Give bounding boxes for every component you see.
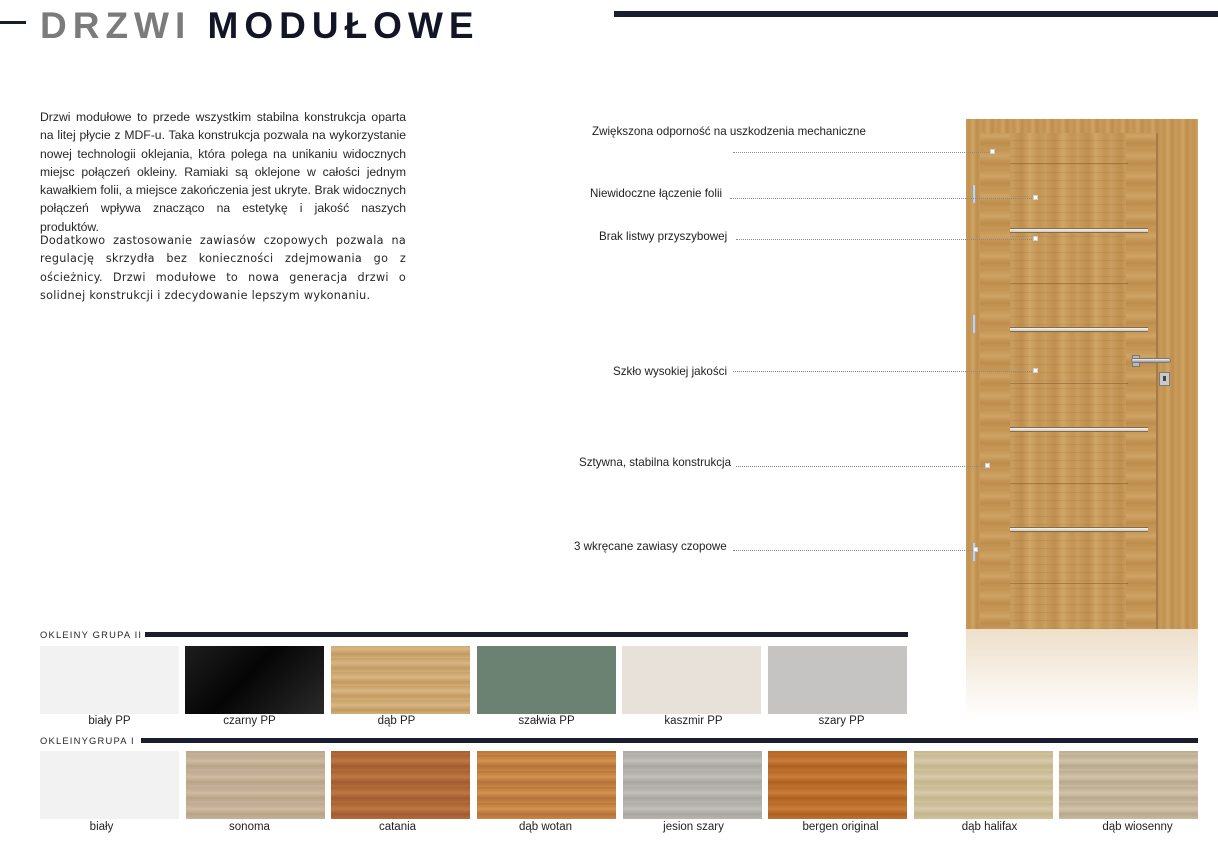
- callout-dot: [1033, 368, 1038, 373]
- page-title-part1: DRZWI: [40, 5, 192, 46]
- swatch-label: kaszmir PP: [664, 715, 723, 727]
- swatch-bialy-pp: [40, 646, 179, 714]
- door-stile-right: [1126, 133, 1156, 629]
- swatch-dab-wiosenny: [1059, 751, 1198, 819]
- veneer-group-2-label: OKLEINY GRUPA II: [40, 629, 143, 640]
- callout-glass-quality: Szkło wysokiej jakości: [613, 365, 728, 378]
- swatch-label: dąb PP: [377, 715, 416, 727]
- door-leaf: [980, 133, 1158, 629]
- swatch-dab-wotan: [477, 751, 616, 819]
- swatch-czarny-pp: [185, 646, 324, 714]
- glass-strip: [1010, 527, 1148, 532]
- swatch-label: catania: [378, 821, 417, 833]
- callout-invisible-foil-joint: Niewidoczne łączenie folii: [590, 187, 723, 200]
- hinge: [972, 315, 976, 333]
- swatch-label: sonoma: [229, 821, 270, 833]
- lock-icon: [1159, 372, 1170, 386]
- swatch-label: dąb halifax: [961, 821, 1018, 833]
- callout-leader: [733, 152, 993, 153]
- glass-strip: [1010, 327, 1148, 332]
- intro-paragraph-1: Drzwi modułowe to przede wszystkim stabilna konstrukcja oparta na litej płycie z MDF-u. Taka konstrukcja pozwala na wykorzystanie nowej technologii oklejania, która polega na unikaniu widocznych miejsc połączeń okleiny. Ramiaki są oklejone w całości jednym kawałkiem folii, a miejsce zakończenia jest ukryte. Brak widocznych połączeń wpływa znacząco na estetykę i jakość naszych produktów.: [40, 110, 406, 234]
- callout-leader: [736, 466, 987, 467]
- swatch-szary-pp: [768, 646, 907, 714]
- page-title: [40, 4, 480, 48]
- door-rail: [1010, 283, 1128, 284]
- swatch-kaszmir-pp: [622, 646, 761, 714]
- swatch-szalwia-pp: [477, 646, 616, 714]
- door-reflection: [966, 629, 1198, 719]
- callout-dot: [985, 463, 990, 468]
- callout-dot: [1033, 236, 1038, 241]
- veneer-group-2-rule: [145, 632, 908, 637]
- header-rule-right: [614, 11, 1218, 17]
- callout-dot: [1033, 195, 1038, 200]
- intro-paragraph-2: Dodatkowo zastosowanie zawiasów czopowych pozwala na regulację skrzydła bez konieczności zdejmowania go z ościeżnicy. Drzwi modułowe to nowa generacja drzwi o solidnej konstrukcji i zdecydowanie lepszym wykonaniu.: [40, 234, 406, 302]
- swatch-label: jesion szary: [663, 821, 724, 833]
- door-illustration: [966, 119, 1198, 719]
- swatch-label: szałwia PP: [518, 715, 575, 727]
- veneer-group-1-label: OKLEINYGRUPA I: [40, 735, 135, 746]
- callout-damage-resistance: Zwiększona odporność na uszkodzenia mechaniczne: [592, 125, 866, 138]
- door-rail: [1010, 583, 1128, 584]
- swatch-bergen-original: [768, 751, 907, 819]
- swatch-sonoma: [186, 751, 325, 819]
- header-rule-left: [0, 21, 26, 24]
- swatch-jesion-szary: [623, 751, 762, 819]
- door-stile-left: [980, 133, 1010, 629]
- swatch-label: biały PP: [88, 715, 131, 727]
- callout-dot: [973, 547, 978, 552]
- swatch-label: czarny PP: [223, 715, 276, 727]
- swatch-dab-pp: [331, 646, 470, 714]
- door-rail: [1010, 483, 1128, 484]
- callout-rigid-construction: Sztywna, stabilna konstrukcja: [579, 456, 732, 469]
- door-rail: [1010, 383, 1128, 384]
- hinge: [972, 185, 976, 203]
- callout-leader: [733, 550, 975, 551]
- page-title-part2: MODUŁOWE: [207, 5, 480, 46]
- veneer-group-1-rule: [141, 738, 1198, 743]
- swatch-catania: [331, 751, 470, 819]
- hinge: [972, 543, 976, 561]
- callout-leader: [736, 239, 1036, 240]
- callout-leader: [733, 371, 1036, 372]
- glass-strip: [1010, 228, 1148, 233]
- callout-screw-hinges: 3 wkręcane zawiasy czopowe: [574, 540, 727, 553]
- swatch-label: biały: [89, 821, 114, 833]
- door-rail: [1010, 163, 1128, 164]
- swatch-label: dąb wotan: [518, 821, 573, 833]
- callout-leader: [730, 198, 1036, 199]
- swatch-label: bergen original: [802, 821, 879, 833]
- swatch-label: dąb wiosenny: [1102, 821, 1173, 833]
- swatch-label: szary PP: [818, 715, 865, 727]
- swatch-bialy: [40, 751, 179, 819]
- callout-no-glazing-bead: Brak listwy przyszybowej: [599, 230, 728, 243]
- callout-dot: [990, 149, 995, 154]
- door-handle-icon: [1131, 358, 1171, 363]
- glass-strip: [1010, 427, 1148, 432]
- swatch-dab-halifax: [914, 751, 1053, 819]
